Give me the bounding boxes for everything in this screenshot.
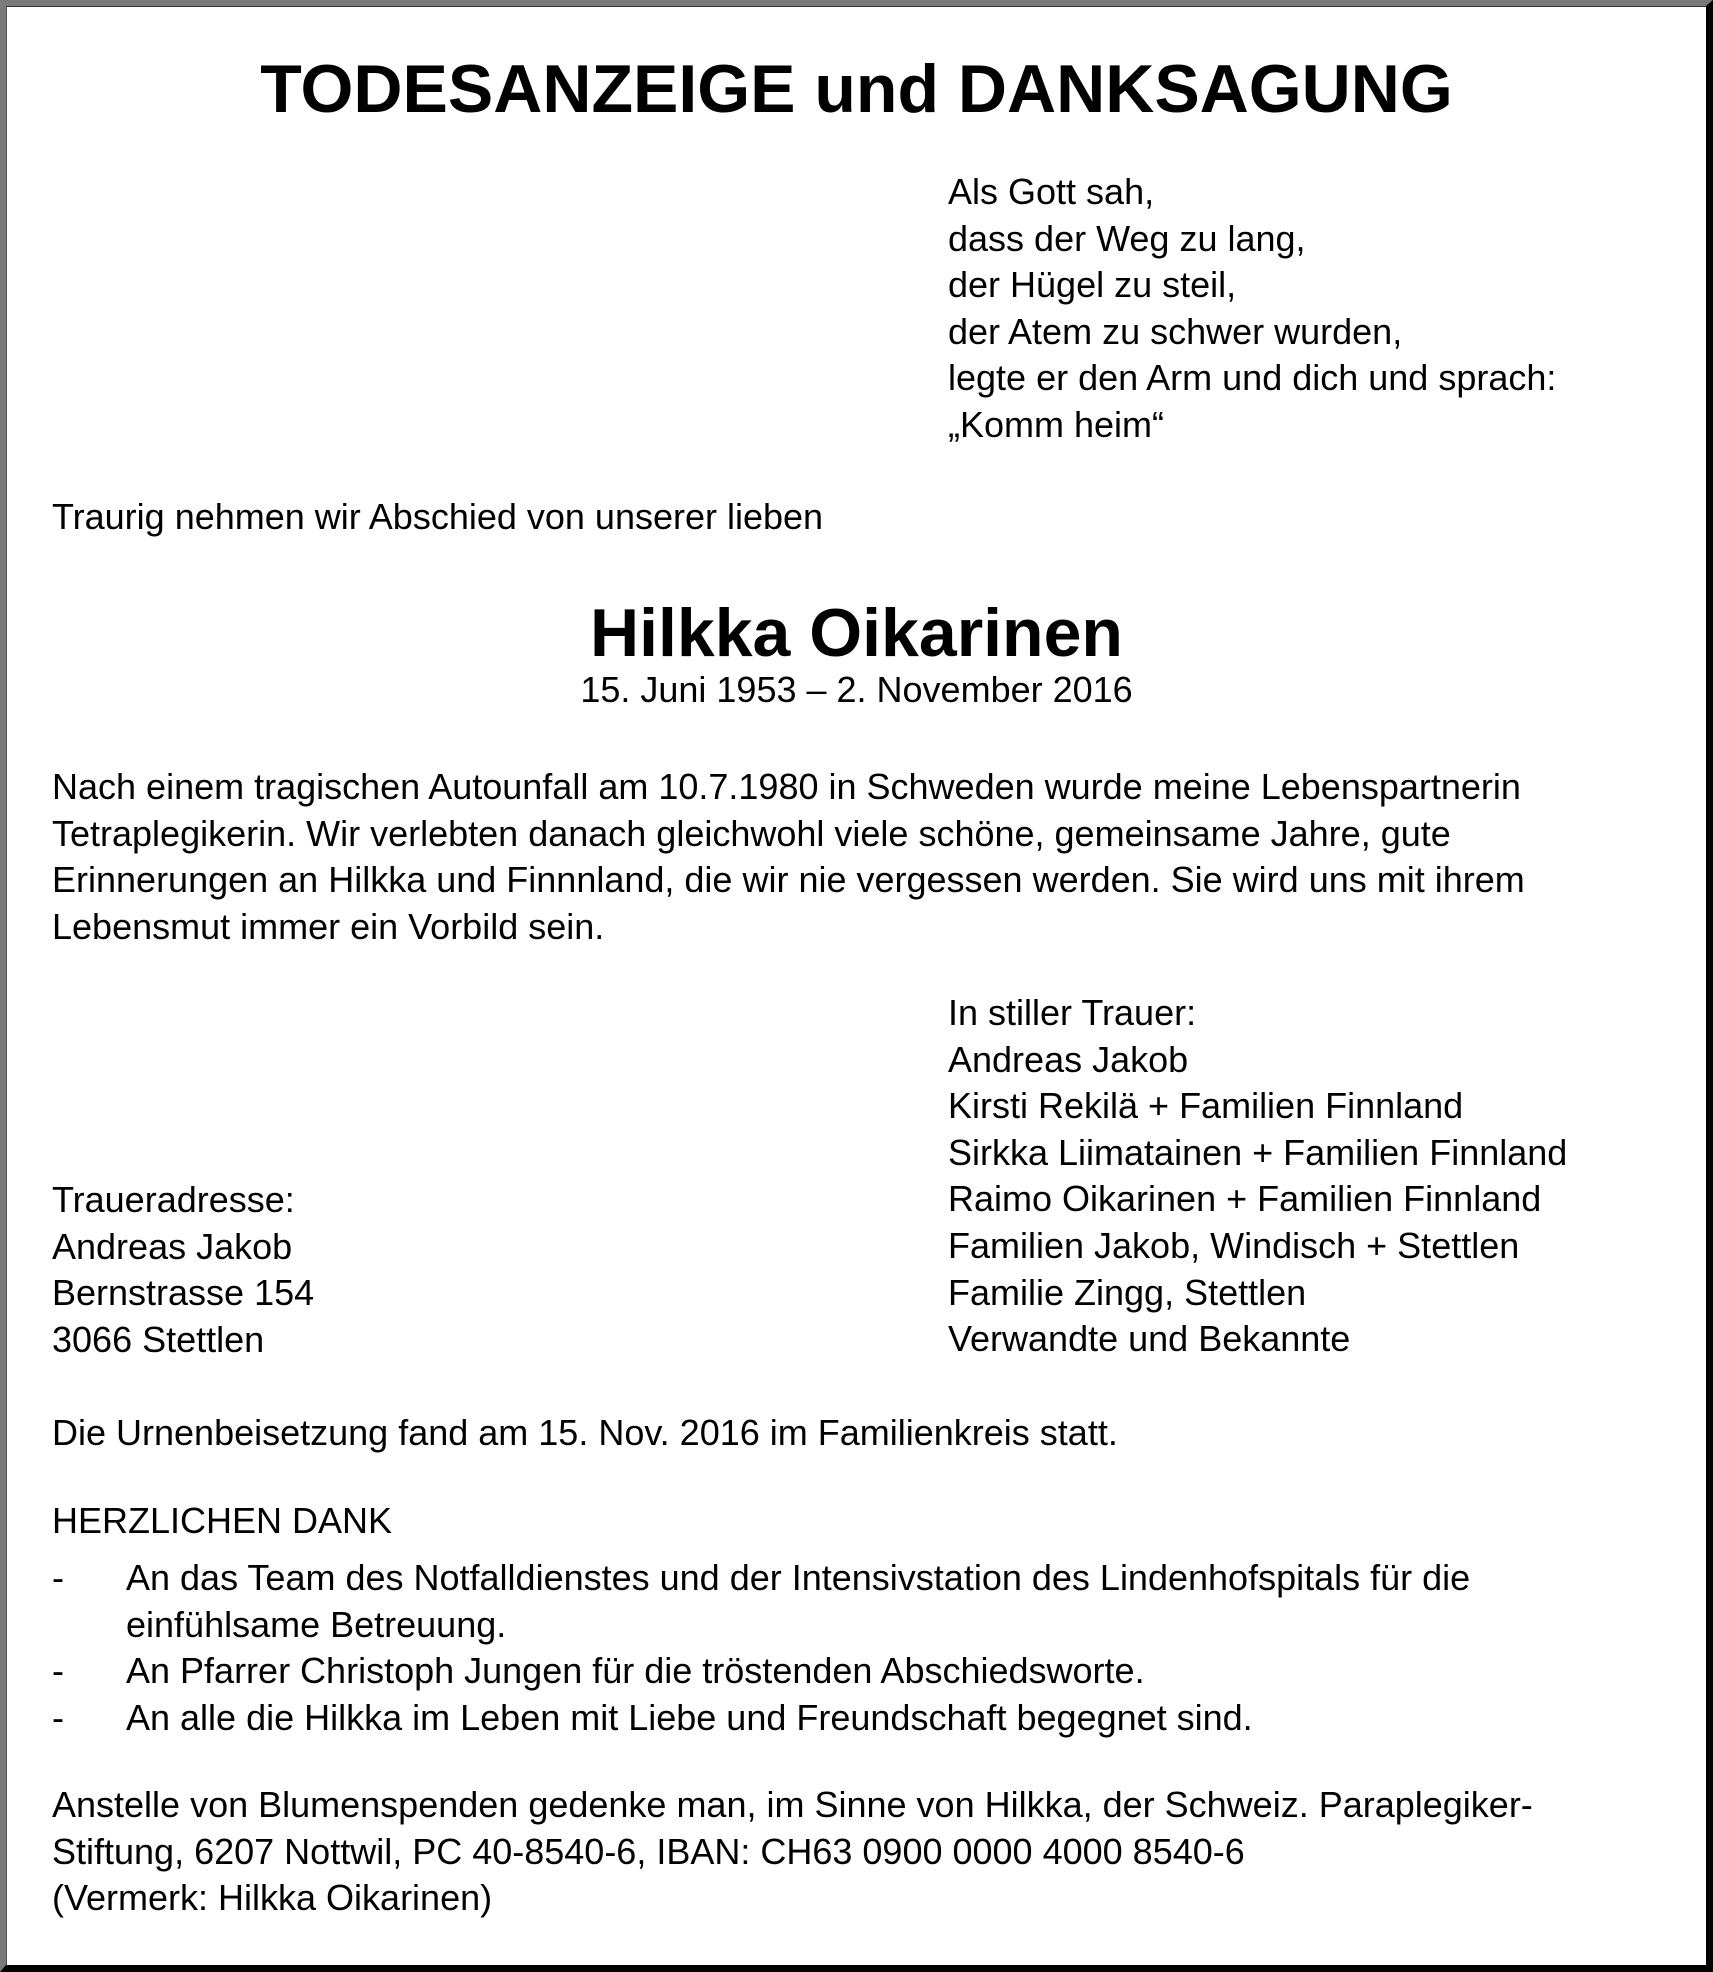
mourner-entry: Andreas Jakob <box>948 1038 1189 1080</box>
burial-notice: Die Urnenbeisetzung fand am 15. Nov. 2016 im Familienkreis statt. <box>52 1412 1118 1453</box>
address-label: Traueradresse: <box>52 1179 295 1220</box>
bullet-dash: - <box>52 1557 64 1598</box>
mourners-heading: In stiller Trauer: <box>948 992 1197 1033</box>
paragraph-line: Lebensmut immer ein Vorbild sein. <box>52 905 605 947</box>
donation-notice <box>52 1782 1533 1922</box>
paragraph-line: Nach einem tragischen Autounfall am 10.7.1980 in Schweden wurde meine Lebenspartnerin <box>52 766 1521 807</box>
poem-line: der Hügel zu steil, <box>948 264 1237 306</box>
mourner-entry: Sirkka Liimatainen + Familien Finnland <box>948 1131 1568 1173</box>
document-title: TODESANZEIGE und DANKSAGUNG <box>260 51 1453 127</box>
life-dates: 15. Juni 1953 – 2. November 2016 <box>580 669 1133 710</box>
thanks-item-line: An alle die Hilkka im Leben mit Liebe und Freundschaft begegnet sind. <box>126 1696 1253 1738</box>
deceased-name: Hilkka Oikarinen <box>590 595 1123 671</box>
poem-line: legte er den Arm und dich und sprach: <box>948 357 1557 399</box>
poem-line: dass der Weg zu lang, <box>948 217 1306 259</box>
mourner-entry: Familien Jakob, Windisch + Stettlen <box>948 1224 1520 1266</box>
thanks-item <box>52 1695 1470 1742</box>
thanks-item <box>52 1648 1470 1695</box>
thanks-item-line: An Pfarrer Christoph Jungen für die tröstenden Abschiedsworte. <box>126 1650 1145 1692</box>
poem-line: „Komm heim“ <box>948 403 1165 445</box>
paragraph-line: Tetraplegikerin. Wir verlebten danach gleichwohl viele schöne, gemeinsame Jahre, gute <box>52 812 1451 854</box>
mourner-entry: Kirsti Rekilä + Familien Finnland <box>948 1085 1464 1127</box>
donation-line: Stiftung, 6207 Nottwil, PC 40-8540-6, IBAN: CH63 0900 0000 4000 8540-6 <box>52 1830 1245 1872</box>
mourning-address <box>52 1177 314 1363</box>
poem-line: der Atem zu schwer wurden, <box>948 310 1403 352</box>
mourners-list <box>948 990 1567 1363</box>
thanks-list <box>52 1555 1470 1741</box>
intro-text: Traurig nehmen wir Abschied von unserer lieben <box>52 496 824 537</box>
mourner-entry: Familie Zingg, Stettlen <box>948 1271 1307 1313</box>
thanks-item-line: einfühlsame Betreuung. <box>126 1603 507 1645</box>
thanks-heading: HERZLICHEN DANK <box>52 1500 393 1541</box>
obituary-paragraph <box>52 764 1525 950</box>
mourner-entry: Raimo Oikarinen + Familien Finnland <box>948 1178 1542 1220</box>
poem <box>948 169 1556 449</box>
mourner-entry: Verwandte und Bekannte <box>948 1318 1351 1360</box>
poem-line: Als Gott sah, <box>948 171 1155 212</box>
address-line: Bernstrasse 154 <box>52 1272 315 1314</box>
donation-line: (Vermerk: Hilkka Oikarinen) <box>52 1877 493 1919</box>
thanks-item <box>52 1555 1470 1648</box>
donation-line: Anstelle von Blumenspenden gedenke man, im Sinne von Hilkka, der Schweiz. Paraplegiker- <box>52 1784 1533 1825</box>
address-line: 3066 Stettlen <box>52 1318 265 1360</box>
thanks-item-line: An das Team des Notfalldienstes und der Intensivstation des Lindenhofspitals für die <box>126 1557 1471 1598</box>
bullet-dash: - <box>52 1650 64 1692</box>
address-line: Andreas Jakob <box>52 1225 293 1267</box>
paragraph-line: Erinnerungen an Hilkka und Finnnland, die wir nie vergessen werden. Sie wird uns mit ihrem <box>52 859 1525 901</box>
bullet-dash: - <box>52 1696 64 1738</box>
